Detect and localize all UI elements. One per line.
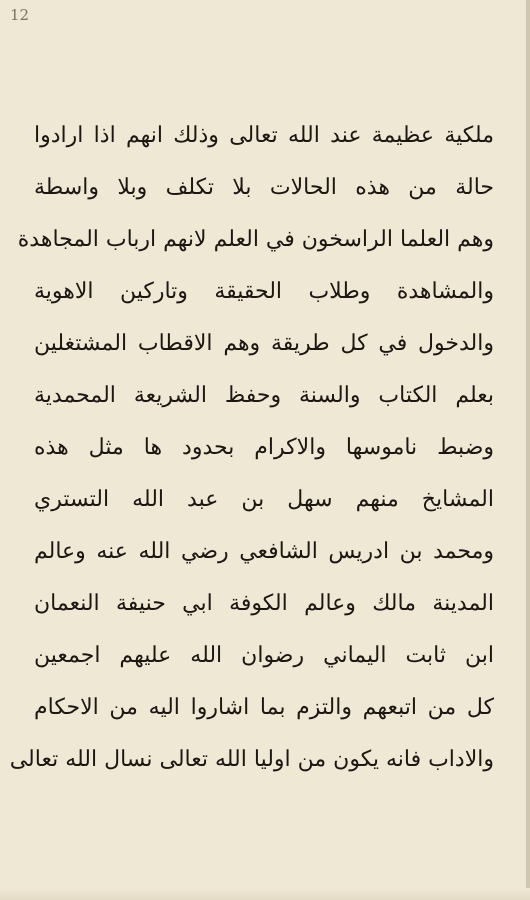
text-line: بعلم الكتاب والسنة وحفظ الشريعة المحمدية — [34, 383, 494, 408]
text-line: المشايخ منهم سهل بن عبد الله التستري — [34, 487, 494, 512]
text-line: والمشاهدة وطلاب الحقيقة وتاركين الاهوية — [34, 279, 494, 304]
text-line: ملكية عظيمة عند الله تعالى وذلك انهم اذا ارادوا — [34, 123, 494, 148]
manuscript-text-block — [9, 110, 494, 786]
text-line: حالة من هذه الحالات بلا تكلف وبلا واسطة — [34, 175, 494, 200]
text-line: ومحمد بن ادريس الشافعي رضي الله عنه وعالم — [34, 539, 494, 564]
text-line: المدينة مالك وعالم الكوفة ابي حنيفة النعمان — [34, 591, 494, 616]
text-line: وهم العلما الراسخون في العلم لانهم ارباب المجاهدة — [17, 227, 494, 252]
page-edge-shadow — [0, 888, 530, 900]
folio-number: 12 — [10, 6, 30, 24]
text-line: والدخول في كل طريقة وهم الاقطاب المشتغلين — [34, 331, 494, 356]
text-line: ابن ثابت اليماني رضوان الله عليهم اجمعين — [34, 643, 494, 668]
text-line: كل من اتبعهم والتزم بما اشاروا اليه من الاحكام — [34, 695, 494, 720]
text-line: وضبط ناموسها والاكرام بحدود ها مثل هذه — [34, 435, 494, 460]
text-line: والاداب فانه يكون من اوليا الله تعالى نسال الله تعالى — [9, 747, 494, 772]
